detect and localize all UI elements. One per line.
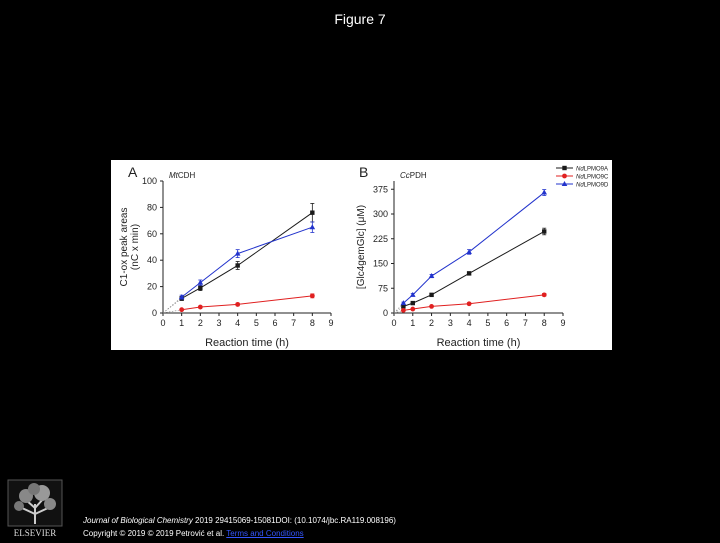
y-axis-title-unit: (nC x min) [130, 223, 141, 271]
journal-name: Journal of Biological Chemistry [83, 516, 193, 525]
legend-label: NdLPMO9D [576, 182, 609, 189]
legend [556, 166, 609, 189]
x-tick-label: 8 [309, 318, 315, 328]
y-tick-label: 0 [151, 308, 157, 318]
series-line [403, 193, 544, 304]
y-tick-label: 150 [372, 258, 388, 269]
x-tick-label: 6 [272, 318, 278, 328]
x-tick-label: 6 [504, 318, 510, 328]
citation-block [83, 514, 396, 540]
data-point [198, 305, 203, 310]
citation-line-1 [83, 514, 396, 527]
slide-title: Figure 7 [334, 11, 386, 27]
series-1 [401, 228, 546, 308]
x-tick-label: 5 [485, 318, 491, 328]
citation-line-2 [83, 527, 396, 540]
legend-label: NdLPMO9A [576, 166, 609, 173]
data-point [310, 224, 316, 229]
data-point [401, 308, 406, 313]
terms-link[interactable]: Terms and Conditions [226, 529, 304, 538]
series-1 [179, 203, 314, 300]
data-point [429, 304, 434, 309]
panel-a [119, 164, 334, 349]
enzyme-label: CcPDH [400, 171, 427, 180]
x-tick-label: 4 [466, 318, 472, 328]
x-tick-label: 1 [410, 318, 416, 328]
data-point [235, 263, 239, 267]
x-tick-label: 0 [160, 318, 166, 328]
y-tick-label: 300 [372, 209, 388, 219]
x-tick-label: 3 [216, 318, 222, 328]
data-point [179, 307, 184, 312]
y-tick-label: 40 [146, 255, 157, 266]
figure-panel [111, 160, 612, 350]
x-tick-label: 9 [328, 318, 334, 328]
data-point [198, 286, 202, 290]
legend-marker [562, 166, 566, 170]
x-tick-label: 9 [560, 318, 566, 328]
series-line [403, 231, 544, 306]
y-tick-label: 80 [146, 202, 157, 213]
data-point [542, 292, 547, 297]
x-tick-label: 0 [391, 318, 397, 328]
origin-guide [163, 297, 182, 313]
x-tick-label: 4 [235, 318, 241, 328]
citation-details: 2019 29415069-15081DOI: (10.1074/jbc.RA119.008196) [192, 516, 396, 525]
data-point [410, 307, 415, 312]
data-point [310, 210, 314, 214]
x-axis-title: Reaction time (h) [205, 337, 289, 349]
data-point [310, 293, 315, 298]
y-axis-title: C1-ox peak areas [119, 207, 130, 287]
figure-chart [111, 160, 612, 350]
panel-letter: B [359, 164, 369, 180]
x-tick-label: 2 [197, 318, 203, 328]
data-point [429, 273, 435, 278]
y-tick-label: 100 [141, 176, 157, 186]
y-tick-label: 375 [372, 184, 388, 195]
series-2 [401, 292, 547, 312]
data-point [542, 229, 546, 233]
y-tick-label: 20 [146, 281, 157, 292]
y-tick-label: 60 [146, 228, 157, 239]
data-point [235, 302, 240, 307]
x-tick-label: 2 [429, 318, 435, 328]
x-tick-label: 1 [179, 318, 185, 328]
legend-label: NdLPMO9C [576, 174, 609, 181]
x-tick-label: 5 [253, 318, 259, 328]
y-tick-label: 0 [382, 308, 388, 318]
data-point [541, 190, 547, 195]
enzyme-label: MtCDH [169, 171, 196, 180]
data-point [411, 301, 415, 305]
series-3 [401, 190, 547, 306]
publisher-name: ELSEVIER [13, 528, 57, 538]
y-tick-label: 225 [372, 233, 388, 244]
data-point [467, 271, 471, 275]
series-2 [179, 293, 314, 312]
y-axis-title: [Glc4gemGlc] (μM) [356, 204, 367, 290]
x-tick-label: 7 [291, 318, 297, 328]
x-tick-label: 3 [447, 318, 453, 328]
legend-marker [562, 174, 567, 179]
data-point [429, 293, 433, 297]
x-axis-title: Reaction time (h) [436, 337, 521, 349]
panel-b [356, 164, 609, 349]
x-tick-label: 7 [522, 318, 528, 328]
series-line [403, 295, 544, 311]
data-point [467, 301, 472, 306]
panel-letter: A [128, 164, 138, 180]
y-tick-label: 75 [377, 283, 388, 294]
elsevier-logo [6, 478, 64, 538]
x-tick-label: 8 [541, 318, 547, 328]
copyright-text: Copyright © 2019 © 2019 Petrović et al. [83, 529, 225, 538]
